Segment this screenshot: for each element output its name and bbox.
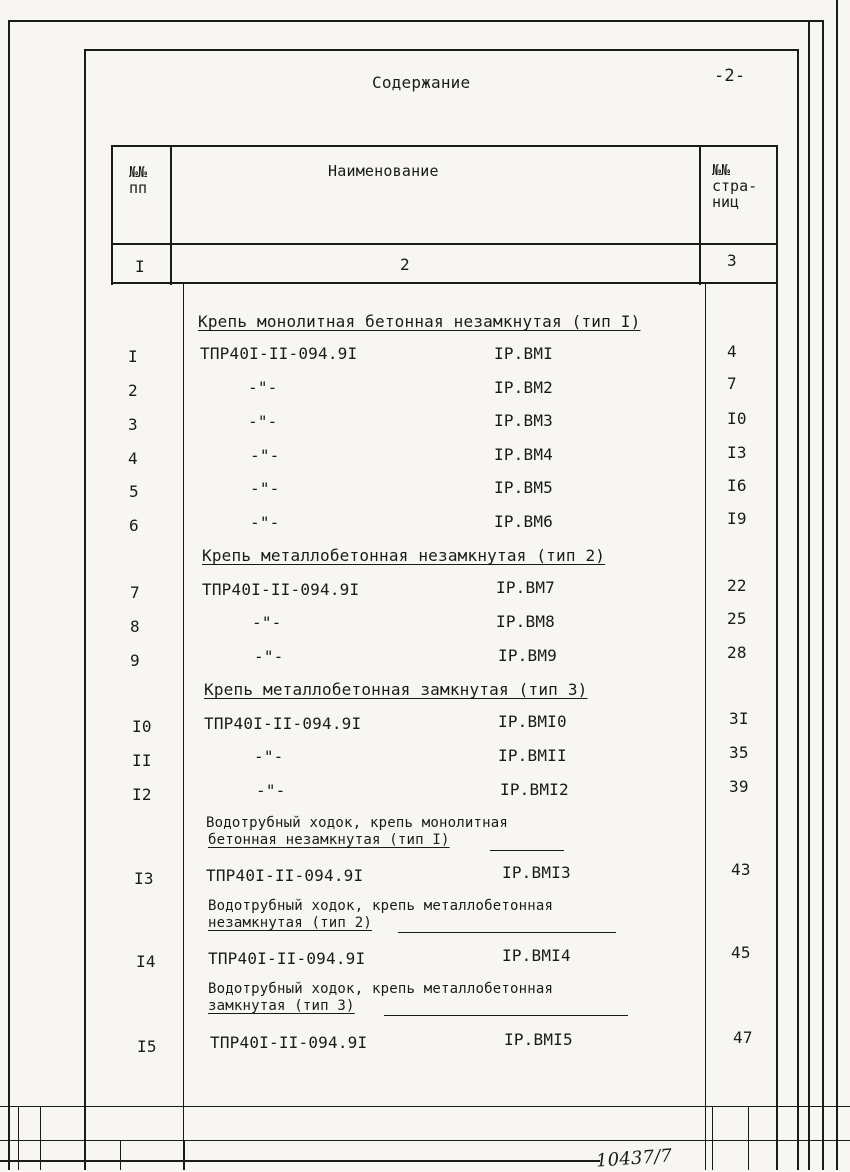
row-number: 2 <box>128 381 138 400</box>
row-code: IP.BM5 <box>494 478 553 497</box>
row-page: 7 <box>727 374 737 393</box>
row-code: IP.BMI5 <box>504 1030 573 1049</box>
archive-stamp: 10437/7 <box>595 1145 673 1172</box>
frame-right-4 <box>836 0 838 1170</box>
row-number: 7 <box>130 583 140 602</box>
frame-right-1 <box>797 49 799 1170</box>
table-col2-divider <box>699 145 701 285</box>
frame-right-3 <box>822 20 824 1170</box>
row-number: II <box>132 751 152 770</box>
row-name: ТПР40I-II-094.9I <box>206 866 364 885</box>
row-code: IP.BMI4 <box>502 946 571 965</box>
row-code: IP.BMI0 <box>498 712 567 731</box>
row-number: I4 <box>136 952 156 971</box>
row-name: -"- <box>250 479 280 498</box>
row-code: IP.BM6 <box>494 512 553 531</box>
table-top <box>111 145 777 147</box>
row-name: ТПР40I-II-094.9I <box>200 344 358 363</box>
row-code: IP.BM7 <box>496 578 555 597</box>
row-page: 3I <box>729 709 749 728</box>
row-page: I0 <box>727 409 747 428</box>
row-number: 8 <box>130 617 140 636</box>
table-right <box>776 145 778 1170</box>
frame-bottom-tick-1 <box>18 1106 19 1170</box>
section-heading-rule <box>384 1015 628 1016</box>
section-heading-line2: незамкнутая (тип 2) <box>208 915 372 931</box>
frame-inner-top <box>84 49 799 51</box>
row-page: 35 <box>729 743 749 762</box>
frame-bottom-tick-3 <box>120 1140 121 1170</box>
frame-bottom-3 <box>0 1160 600 1162</box>
row-number: I <box>128 347 138 366</box>
row-page: 25 <box>727 609 747 628</box>
row-name: -"- <box>248 378 278 397</box>
page-title: Содержание <box>372 73 471 92</box>
row-name: ТПР40I-II-094.9I <box>204 714 362 733</box>
frame-inner-left <box>84 49 86 1170</box>
row-code: IP.BMI2 <box>500 780 569 799</box>
row-page: 45 <box>731 943 751 962</box>
section-heading-line1: Водотрубный ходок, крепь монолитная <box>206 815 509 831</box>
row-code: IP.BMI3 <box>502 863 571 882</box>
frame-bottom-2 <box>0 1140 850 1141</box>
section-heading: Крепь металлобетонная замкнутая (тип 3) <box>204 680 588 699</box>
row-number: I0 <box>132 717 152 736</box>
table-col2-divider-body <box>705 284 706 1170</box>
row-number: 4 <box>128 449 138 468</box>
section-heading: Крепь монолитная бетонная незамкнутая (тип I) <box>198 312 641 331</box>
frame-bottom-1 <box>0 1106 850 1107</box>
frame-bottom-tick-5 <box>712 1106 713 1170</box>
row-number: 5 <box>129 482 139 501</box>
row-page: I6 <box>727 476 747 495</box>
row-number: I3 <box>134 869 154 888</box>
row-code: IP.BM3 <box>494 411 553 430</box>
section-heading: Крепь металлобетонная незамкнутая (тип 2) <box>202 546 606 565</box>
row-page: 22 <box>727 576 747 595</box>
frame-bottom-tick-2 <box>40 1106 41 1170</box>
row-code: IP.BMII <box>498 746 567 765</box>
row-page: 4 <box>727 342 737 361</box>
colnum-1: I <box>135 257 145 276</box>
frame-outer-top <box>8 20 823 22</box>
section-heading-rule <box>490 850 564 851</box>
row-page: 43 <box>731 860 751 879</box>
row-number: 6 <box>129 516 139 535</box>
colnum-3: 3 <box>727 251 737 270</box>
row-code: IP.BM4 <box>494 445 553 464</box>
row-name: ТПР40I-II-094.9I <box>210 1033 368 1052</box>
table-col1-divider-body <box>183 284 184 1170</box>
frame-right-2 <box>808 22 810 1170</box>
row-code: IP.BMI <box>494 344 553 363</box>
row-name: -"- <box>256 781 286 800</box>
row-number: 9 <box>130 651 140 670</box>
section-heading-rule <box>398 932 616 933</box>
row-name: -"- <box>254 747 284 766</box>
section-heading-line1: Водотрубный ходок, крепь металлобетонная <box>208 981 554 997</box>
row-number: I2 <box>132 785 152 804</box>
header-col-name: Наименование <box>328 162 439 180</box>
row-page: I9 <box>727 509 747 528</box>
section-heading-line2: замкнутая (тип 3) <box>208 998 355 1014</box>
row-code: IP.BM8 <box>496 612 555 631</box>
row-page: 39 <box>729 777 749 796</box>
row-page: 28 <box>727 643 747 662</box>
colnum-2: 2 <box>400 255 410 274</box>
table-colnum-bottom <box>111 282 777 284</box>
table-left <box>111 145 113 285</box>
row-name: -"- <box>254 647 284 666</box>
table-col1-divider <box>170 145 172 285</box>
section-heading-line2: бетонная незамкнутая (тип I) <box>208 832 450 848</box>
row-page: I3 <box>727 443 747 462</box>
row-code: IP.BM9 <box>498 646 557 665</box>
row-number: 3 <box>128 415 138 434</box>
frame-bottom-tick-6 <box>748 1106 749 1170</box>
row-name: ТПР40I-II-094.9I <box>208 949 366 968</box>
row-name: -"- <box>252 613 282 632</box>
row-name: -"- <box>250 513 280 532</box>
header-col-pages: №№ стра- ниц <box>712 161 758 211</box>
row-page: 47 <box>733 1028 753 1047</box>
table-header-bottom <box>111 243 777 245</box>
row-number: I5 <box>137 1037 157 1056</box>
row-name: -"- <box>250 446 280 465</box>
frame-bottom-tick-4 <box>184 1140 185 1170</box>
row-name: ТПР40I-II-094.9I <box>202 580 360 599</box>
frame-outer-left <box>8 20 10 1170</box>
row-name: -"- <box>248 412 278 431</box>
page-number: -2- <box>714 66 746 86</box>
row-code: IP.BM2 <box>494 378 553 397</box>
section-heading-line1: Водотрубный ходок, крепь металлобетонная <box>208 898 554 914</box>
header-col-number: №№ пп <box>128 163 148 197</box>
